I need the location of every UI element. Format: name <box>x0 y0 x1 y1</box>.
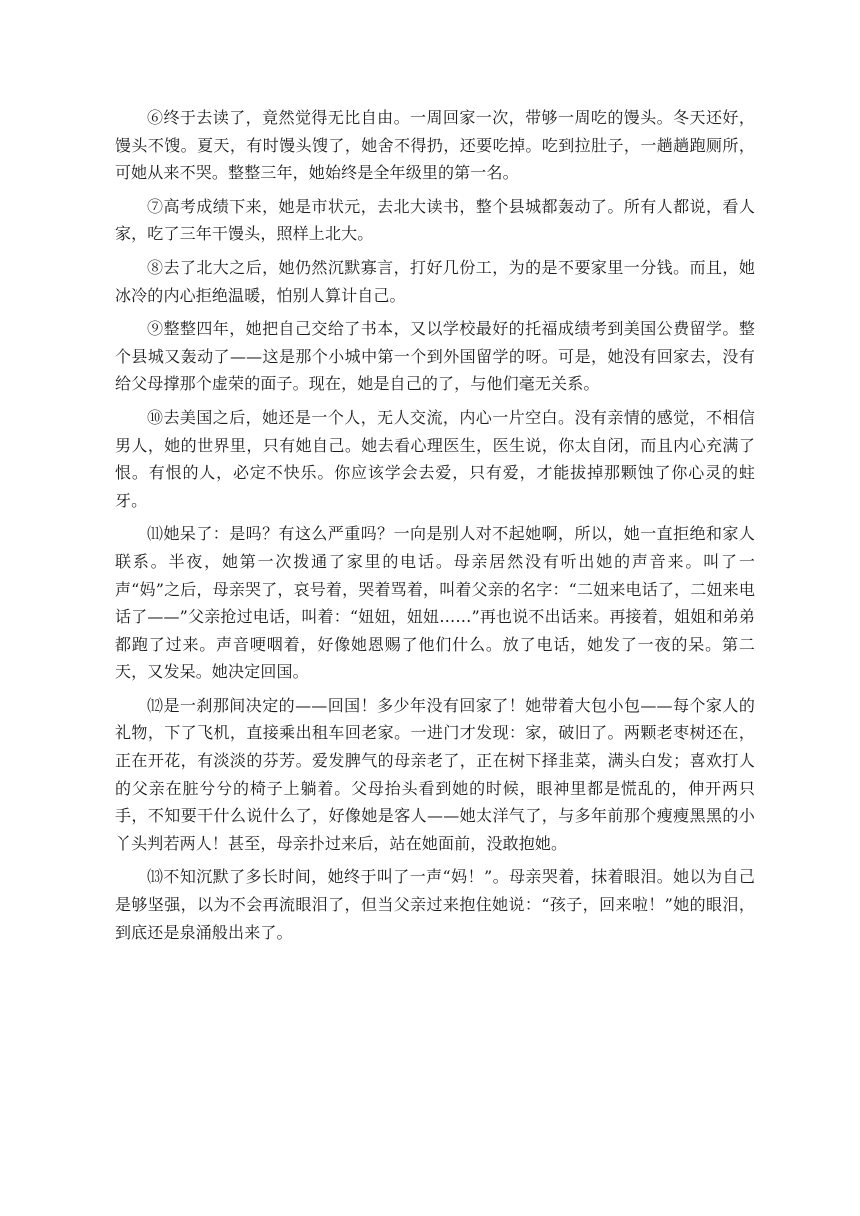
paragraph-6: ⑥终于去读了，竟然觉得无比自由。一周回家一次，带够一周吃的馒头。冬天还好，馒头不馊。夏天，有时馒头馊了，她舍不得扔，还要吃掉。吃到拉肚子，一趟趟跑厕所，可她从来不哭。整整三年，她始终是全年级里的第一名。 <box>115 108 755 183</box>
paragraph-13: ⒀不知沉默了多长时间，她终于叫了一声“妈！”。母亲哭着，抹着眼泪。她以为自己是够坚强，以为不会再流眼泪了，但当父亲过来抱住她说：“孩子，回来啦！”她的眼泪，到底还是泉涌般出来了。 <box>115 867 755 942</box>
paragraph-10: ⑩去美国之后，她还是一个人，无人交流，内心一片空白。没有亲情的感觉，不相信男人，她的世界里，只有她自己。她去看心理医生，医生说，你太自闭，而且内心充满了恨。有恨的人，必定不快乐。你应该学会去爱，只有爱，才能拔掉那颗蚀了你心灵的蛀牙。 <box>115 407 755 510</box>
paragraph-12: ⑿是一刹那间决定的——回国！多少年没有回家了！她带着大包小包——每个家人的礼物，下了飞机，直接乘出租车回老家。一进门才发现：家，破旧了。两颗老枣树还在，正在开花，有淡淡的芬芳。爱发脾气的母亲老了，正在树下择韭菜，满头白发；喜欢打人的父亲在脏兮兮的椅子上躺着。父母抬头看到她的时候，眼神里都是慌乱的，伸开两只手，不知要干什么说什么了，好像她是客人——她太洋气了，与多年前那个瘦瘦黑黑的小丫头判若两人！甚至，母亲扑过来后，站在她面前，没敢抱她。 <box>115 695 755 853</box>
paragraph-7: ⑦高考成绩下来，她是市状元，去北大读书，整个县城都轰动了。所有人都说，看人家，吃了三年干馒头，照样上北大。 <box>115 196 755 244</box>
paragraph-9: ⑨整整四年，她把自己交给了书本，又以学校最好的托福成绩考到美国公费留学。整个县城又轰动了——这是那个小城中第一个到外国留学的呀。可是，她没有回家去，没有给父母撑那个虚荣的面子。现在，她是自己的了，与他们毫无关系。 <box>115 319 755 394</box>
paragraph-11: ⑾她呆了：是吗？有这么严重吗？一向是别人对不起她啊，所以，她一直拒绝和家人联系。半夜，她第一次拨通了家里的电话。母亲居然没有听出她的声音来。叫了一声“妈”之后，母亲哭了，哀号着，哭着骂着，叫着父亲的名字：“二妞来电话了，二妞来电话了——”父亲抢过电话，叫着：“妞妞，妞妞……”再也说不出话来。再接着，姐姐和弟弟都跑了过来。声音哽咽着，好像她恩赐了他们什么。放了电话，她发了一夜的呆。第二天，又发呆。她决定回国。 <box>115 524 755 682</box>
paragraph-8: ⑧去了北大之后，她仍然沉默寡言，打好几份工，为的是不要家里一分钱。而且，她冰冷的内心拒绝温暖，怕别人算计自己。 <box>115 257 755 305</box>
article-body <box>115 104 755 946</box>
